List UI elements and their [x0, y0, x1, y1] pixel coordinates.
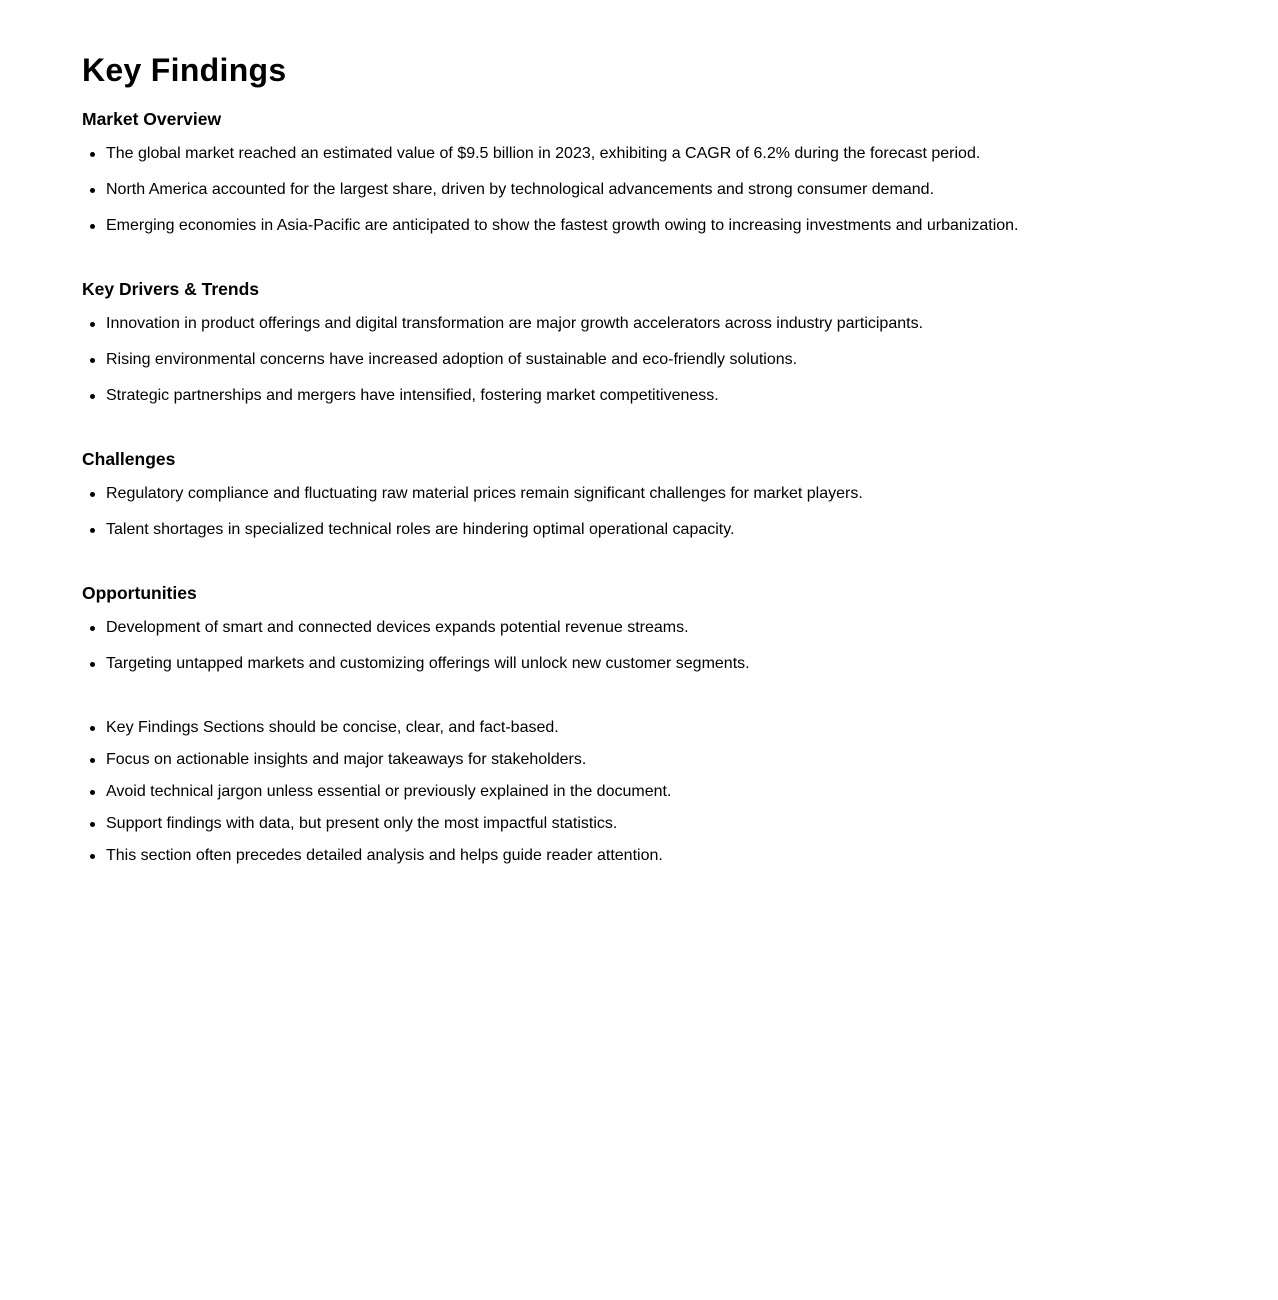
list-item: The global market reached an estimated value of $9.5 billion in 2023, exhibiting a CAGR of 6.2% during the forecast period. — [82, 144, 1278, 164]
notes-list — [82, 718, 1278, 866]
list-item: Targeting untapped markets and customizing offerings will unlock new customer segments. — [82, 654, 1278, 674]
list-item: Talent shortages in specialized technical roles are hindering optimal operational capacity. — [82, 520, 1278, 540]
bullet-list — [82, 144, 1278, 236]
section-market-overview — [82, 108, 1278, 236]
note-item: Focus on actionable insights and major takeaways for stakeholders. — [82, 750, 1278, 770]
list-item: Rising environmental concerns have increased adoption of sustainable and eco-friendly solutions. — [82, 350, 1278, 370]
section-challenges — [82, 448, 1278, 540]
section-heading: Opportunities — [82, 583, 197, 603]
list-item: Strategic partnerships and mergers have intensified, fostering market competitiveness. — [82, 386, 1278, 406]
list-item: Development of smart and connected devices expands potential revenue streams. — [82, 618, 1278, 638]
page-title: Key Findings — [82, 52, 287, 88]
list-item: Regulatory compliance and fluctuating raw material prices remain significant challenges for market players. — [82, 484, 1278, 504]
section-heading: Key Drivers & Trends — [82, 279, 260, 299]
note-item: Avoid technical jargon unless essential or previously explained in the document. — [82, 782, 1278, 802]
list-item: Emerging economies in Asia-Pacific are anticipated to show the fastest growth owing to increasing investments and urbanization. — [82, 216, 1278, 236]
section-opportunities — [82, 582, 1278, 674]
section-heading: Market Overview — [82, 109, 222, 129]
note-item: This section often precedes detailed analysis and helps guide reader attention. — [82, 846, 1278, 866]
note-item: Key Findings Sections should be concise, clear, and fact-based. — [82, 718, 1278, 738]
bullet-list — [82, 618, 1278, 674]
section-key-drivers-trends — [82, 278, 1278, 406]
title-block — [82, 50, 1278, 108]
list-item: Innovation in product offerings and digital transformation are major growth accelerators across industry participants. — [82, 314, 1278, 334]
note-item: Support findings with data, but present only the most impactful statistics. — [82, 814, 1278, 834]
section-heading: Challenges — [82, 449, 176, 469]
list-item: North America accounted for the largest share, driven by technological advancements and strong consumer demand. — [82, 180, 1278, 200]
bullet-list — [82, 314, 1278, 406]
bullet-list — [82, 484, 1278, 540]
